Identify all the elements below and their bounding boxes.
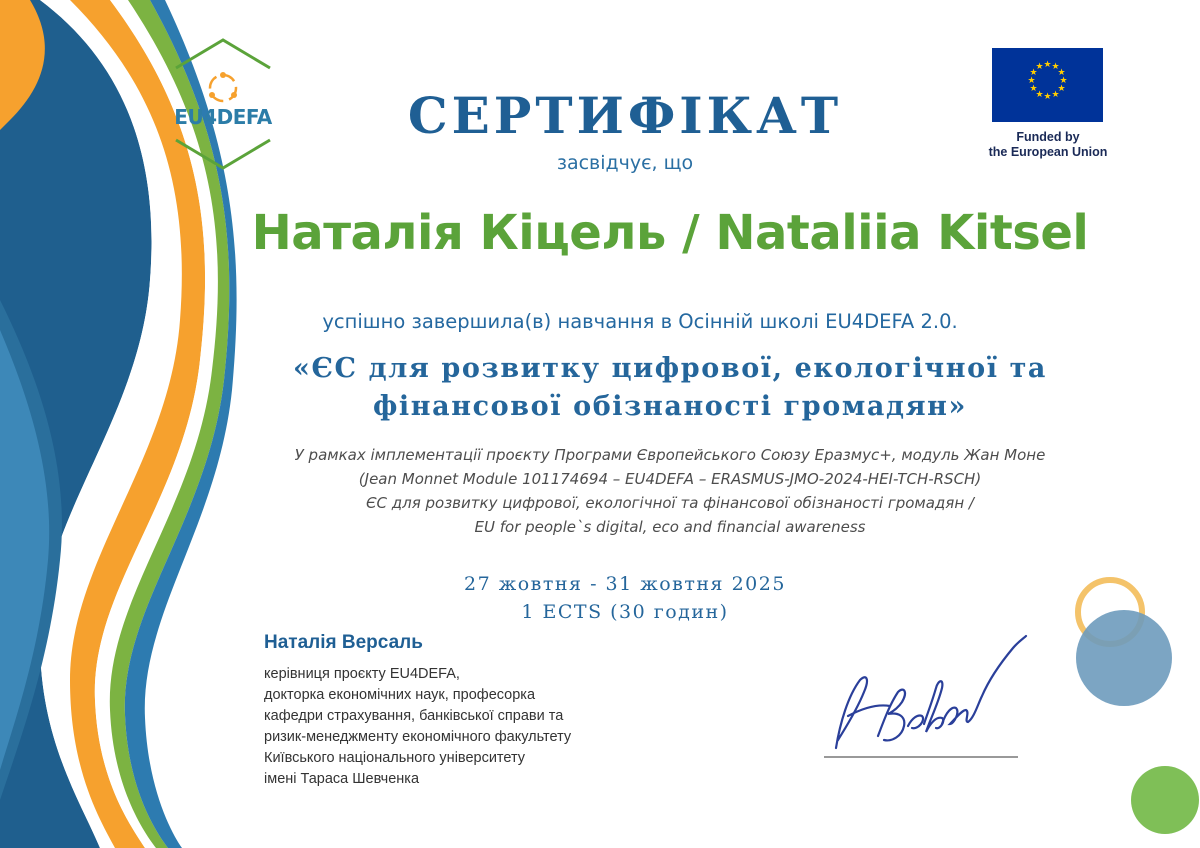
hexagon-logo-icon bbox=[168, 38, 278, 170]
handwritten-signature bbox=[818, 608, 1028, 763]
logo-text: EU4DEFA bbox=[174, 105, 272, 129]
svg-text:★: ★ bbox=[1035, 62, 1044, 72]
signer-line: керівниця проєкту EU4DEFA, bbox=[264, 666, 460, 682]
svg-text:★: ★ bbox=[1059, 76, 1068, 86]
decorative-circles bbox=[1060, 570, 1200, 848]
signer-line: імені Тараса Шевченка bbox=[264, 771, 420, 787]
completion-statement: успішно завершила(в) навчання в Осінній школі EU4DEFA 2.0. bbox=[322, 310, 958, 333]
eu4defa-logo bbox=[168, 38, 278, 170]
eu-flag bbox=[992, 48, 1103, 122]
details-line: У рамках імплементації проєкту Програми Європейського Союзу Еразмус+, модуль Жан Моне bbox=[294, 446, 1046, 464]
certificate-title: СЕРТИФІКАТ bbox=[407, 86, 843, 145]
ects-credits: 1 ECTS (30 годин) bbox=[521, 601, 729, 623]
signer-line: докторка економічних наук, професорка bbox=[264, 687, 536, 703]
svg-text:★: ★ bbox=[1057, 68, 1066, 78]
signer-line: Київського національного університету bbox=[264, 750, 526, 766]
details-line: EU for people`s digital, eco and financial awareness bbox=[474, 518, 866, 536]
signer-name: Наталія Версаль bbox=[264, 632, 423, 653]
details-line: (Jean Monnet Module 101174694 – EU4DEFA – ERASMUS-JMO-2024-HEI-TCH-RSCH) bbox=[358, 470, 982, 488]
signer-line: кафедри страхування, банківської справи та bbox=[264, 708, 564, 724]
course-title bbox=[140, 350, 1200, 426]
funded-line-1: Funded by bbox=[1016, 130, 1080, 144]
svg-text:★: ★ bbox=[1027, 76, 1036, 86]
program-details bbox=[140, 443, 1200, 539]
certificate-subtitle: засвідчує, що bbox=[556, 152, 694, 174]
signer-credentials bbox=[264, 664, 684, 790]
svg-text:★: ★ bbox=[1051, 62, 1060, 72]
recipient-name: Наталія Кіцель / Nataliia Kitsel bbox=[251, 205, 1089, 261]
svg-text:★: ★ bbox=[1043, 60, 1052, 70]
svg-text:★: ★ bbox=[1029, 68, 1038, 78]
funded-line-2: the European Union bbox=[988, 145, 1108, 159]
course-title-line-1: «ЄС для розвитку цифрової, екологічної та bbox=[292, 353, 1048, 384]
details-line: ЄС для розвитку цифрової, екологічної та фінансової обізнаності громадян / bbox=[366, 494, 974, 512]
funded-by-eu-label bbox=[960, 130, 1136, 160]
svg-text:★: ★ bbox=[1035, 90, 1044, 100]
date-range: 27 жовтня - 31 жовтня 2025 bbox=[464, 573, 786, 595]
signer-line: ризик-менеджменту економічного факультету bbox=[264, 729, 572, 745]
svg-text:★: ★ bbox=[1051, 90, 1060, 100]
course-title-line-2: фінансової обізнаності громадян» bbox=[372, 391, 968, 422]
svg-text:★: ★ bbox=[1057, 84, 1066, 94]
svg-text:★: ★ bbox=[1029, 84, 1038, 94]
eu-stars-icon bbox=[992, 48, 1103, 122]
svg-text:★: ★ bbox=[1043, 92, 1052, 102]
